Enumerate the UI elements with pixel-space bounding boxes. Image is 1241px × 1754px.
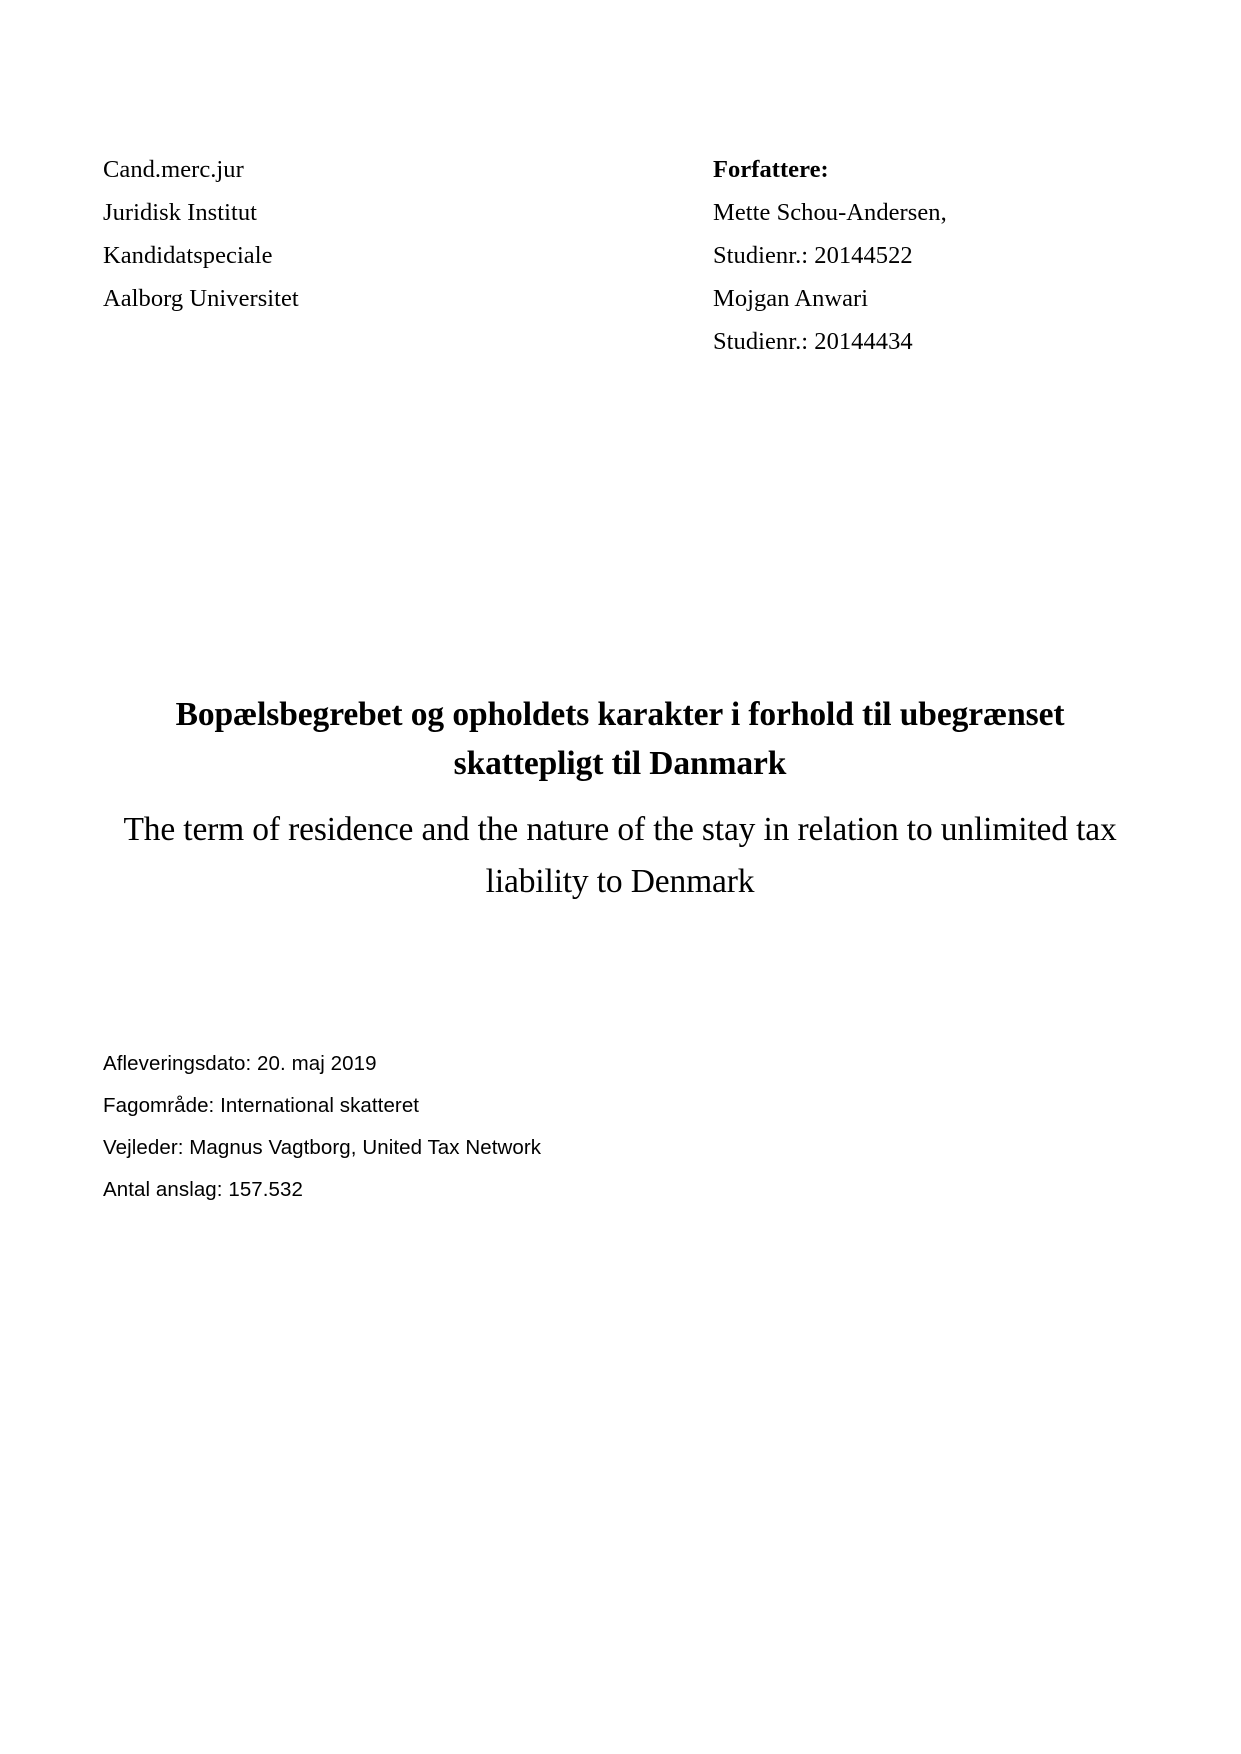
subject-area-line: Fagområde: International skatteret: [103, 1094, 420, 1117]
header-info-block: [103, 148, 1138, 363]
author-one-student-number: Studienr.: 20144522: [713, 242, 913, 269]
university-line: Aalborg Universitet: [103, 285, 299, 312]
author-two-student-number: Studienr.: 20144434: [713, 328, 913, 355]
supervisor-line: Vejleder: Magnus Vagtborg, United Tax Network: [103, 1136, 542, 1159]
thesis-type-line: Kandidatspeciale: [103, 242, 273, 269]
programme-line: Cand.merc.jur: [103, 156, 244, 183]
page-title-english: The term of residence and the nature of the stay in relation to unlimited tax liability to Denmark: [123, 811, 1117, 900]
header-right-column: [713, 148, 1138, 363]
institute-line: Juridisk Institut: [103, 199, 257, 226]
title-block: [100, 690, 1140, 908]
authors-label: Forfattere:: [713, 156, 829, 183]
header-left-column: [103, 148, 713, 320]
author-one-name: Mette Schou-Andersen,: [713, 199, 947, 226]
author-two-name: Mojgan Anwari: [713, 285, 869, 312]
page-title-danish: Bopælsbegrebet og opholdets karakter i forhold til ubegrænset skattepligt til Danmark: [175, 696, 1065, 782]
submission-date-line: Afleveringsdato: 20. maj 2019: [103, 1052, 377, 1075]
character-count-line: Antal anslag: 157.532: [103, 1178, 304, 1201]
submission-metadata-block: [103, 1043, 803, 1211]
